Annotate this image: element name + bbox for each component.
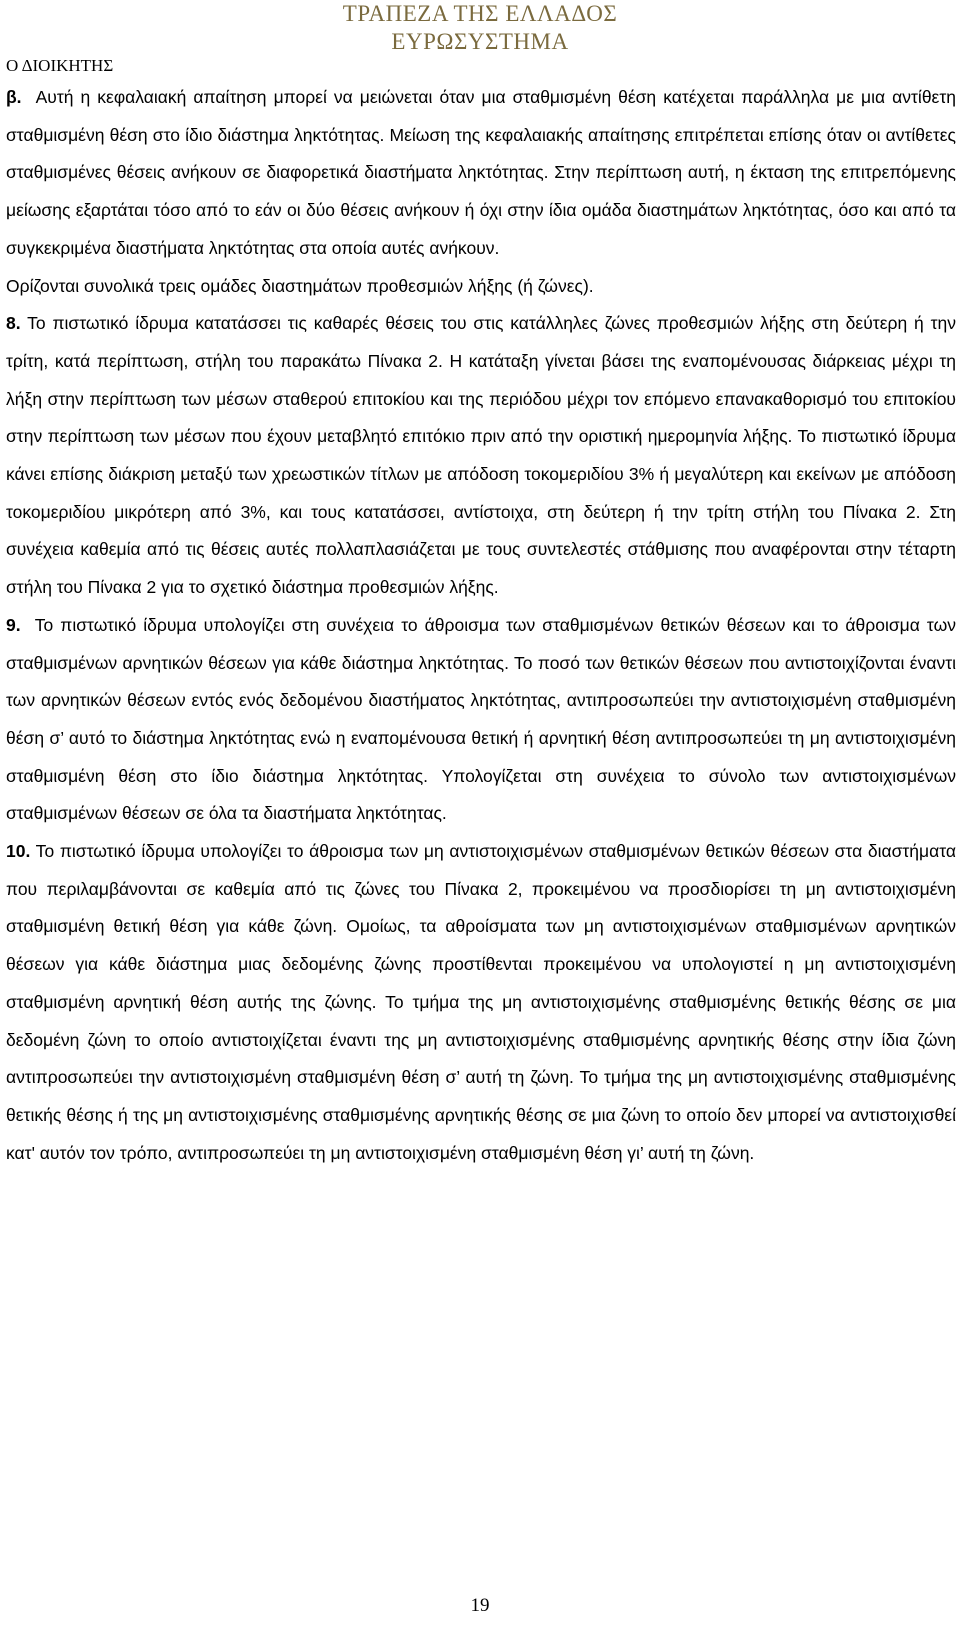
bank-name: ΤΡΑΠΕΖΑ ΤΗΣ ΕΛΛΑΔΟΣ <box>342 1 618 26</box>
system-name: ΕΥΡΩΣΥΣΤΗΜΑ <box>391 29 569 54</box>
paragraph-number: 9. <box>6 614 21 635</box>
paragraph-number: 8. <box>6 313 21 334</box>
paragraph-zones <box>6 268 956 306</box>
paragraph-number: 10. <box>6 841 31 862</box>
paragraph-10 <box>6 833 956 1172</box>
paragraph-8 <box>6 305 956 607</box>
paragraph-text: Το πιστωτικό ίδρυμα υπολογίζει στη συνέχεια το άθροισμα των σταθμισμένων θετικών θέσεων και το άθροισμα των σταθμισμένων αρνητικών θέσεων για κάθε διάστημα ληκτότητας. Το ποσό των θετικών θέσεων που αντιστοιχίζονται έναντι των αρνητικών θέσεων εντός ενός δεδομένου διαστήματος ληκτότητας, αντιπροσωπεύει την αντιστοιχισμένη σταθμισμένη θέση σ’ αυτό το διάστημα ληκτότητας ενώ η εναπομένουσα θετική ή αρνητική θέση αντιπροσωπεύει τη μη αντιστοιχισμένη σταθμισμένη θέση στο ίδιο διάστημα ληκτότητας. Υπολογίζεται στη συνέχεια το σύνολο των αντιστοιχισμένων σταθμισμένων θέσεων σε όλα τα διαστήματα ληκτότητας. <box>6 614 956 824</box>
page-number: 19 <box>470 1595 490 1616</box>
paragraph-text: Το πιστωτικό ίδρυμα κατατάσσει τις καθαρές θέσεις του στις κατάλληλες ζώνες προθεσμιών λήξης στη δεύτερη ή την τρίτη, κατά περίπτωση, στήλη του παρακάτω Πίνακα 2. Η κατάταξη γίνεται βάσει της εναπομένουσας διάρκειας μέχρι τη λήξη στην περίπτωση των μέσων σταθερού επιτοκίου και της περιόδου μέχρι τον επόμενο επανακαθορισμό του επιτοκίου στην περίπτωση των μέσων που έχουν μεταβλητό επιτόκιο πριν από την οριστική ημερομηνία λήξης. Το πιστωτικό ίδρυμα κάνει επίσης διάκριση μεταξύ των χρεωστικών τίτλων με απόδοση τοκομεριδίου 3% ή μεγαλύτερη και εκείνων με απόδοση τοκομεριδίου μικρότερη από 3%, και τους κατατάσσει, αντίστοιχα, στη δεύτερη ή την τρίτη στήλη του Πίνακα 2. Στη συνέχεια καθεμία από τις θέσεις αυτές πολλαπλασιάζεται με τους συντελεστές στάθμισης που αναφέρονται στην τέταρτη στήλη του Πίνακα 2 για το σχετικό διάστημα προθεσμιών λήξης. <box>6 313 956 598</box>
paragraph-number: β. <box>6 87 22 107</box>
document-body <box>6 79 956 1172</box>
paragraph-text: Το πιστωτικό ίδρυμα υπολογίζει το άθροισμα των μη αντιστοιχισμένων σταθμισμένων θετικών θέσεων στα διαστήματα που περιλαμβάνονται σε καθεμία από τις ζώνες του Πίνακα 2, προκειμένου να προσδιορίσει τη μη αντιστοιχισμένη σταθμισμένη θετική θέση για κάθε ζώνη. Ομοίως, τα αθροίσματα των μη αντιστοιχισμένων σταθμισμένων αρνητικών θέσεων για κάθε διάστημα μιας δεδομένης ζώνης προστίθενται προκειμένου να υπολογιστεί η μη αντιστοιχισμένη σταθμισμένη αρνητική θέση αυτής της ζώνης. Το τμήμα της μη αντιστοιχισμένης σταθμισμένης θετικής θέσης σε μια δεδομένη ζώνη το οποίο αντιστοιχίζεται έναντι της μη αντιστοιχισμένης σταθμισμένης αρνητικής θέσης στην ίδια ζώνη αντιπροσωπεύει την αντιστοιχισμένη σταθμισμένη θέση σ’ αυτή τη ζώνη. Το τμήμα της μη αντιστοιχισμένης σταθμισμένης θετικής θέσης ή της μη αντιστοιχισμένης σταθμισμένης αρνητικής θέσης σε μια ζώνη το οποίο δεν μπορεί να αντιστοιχισθεί κατ' αυτόν τον τρόπο, αντιπροσωπεύει τη μη αντιστοιχισμένη σταθμισμένη θέση γι’ αυτή τη ζώνη. <box>6 841 957 1163</box>
paragraph-b <box>6 79 956 268</box>
paragraph-text: Ορίζονται συνολικά τρεις ομάδες διαστημάτων προθεσμιών λήξης (ή ζώνες). <box>6 275 594 296</box>
paragraph-9 <box>6 607 956 833</box>
paragraph-text: Αυτή η κεφαλαιακή απαίτηση μπορεί να μειώνεται όταν μια σταθμισμένη θέση κατέχεται παράλληλα με μια αντίθετη σταθμισμένη θέση στο ίδιο διάστημα ληκτότητας. Μείωση της κεφαλαιακής απαίτησης επιτρέπεται επίσης όταν οι αντίθετες σταθμισμένες θέσεις ανήκουν σε διαφορετικά διαστήματα ληκτότητας. Στην περίπτωση αυτή, η έκταση της επιτρεπόμενης μείωσης εξαρτάται τόσο από το εάν οι δύο θέσεις ανήκουν ή όχι στην ίδια ομάδα διαστημάτων ληκτότητας, όσο και από τα συγκεκριμένα διαστήματα ληκτότητας στα οποία αυτές ανήκουν. <box>6 87 956 258</box>
governor-label: Ο ΔΙΟΙΚΗΤΗΣ <box>6 56 114 75</box>
